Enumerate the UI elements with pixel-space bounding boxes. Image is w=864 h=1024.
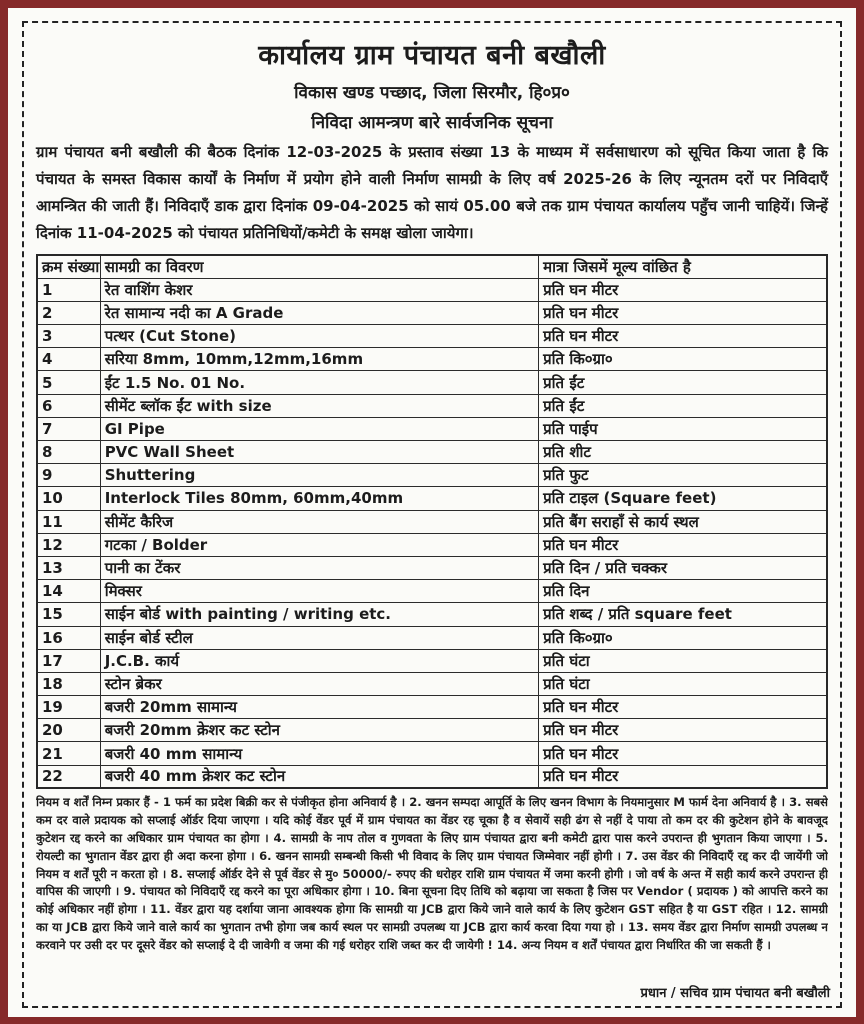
- table-row: [37, 649, 827, 672]
- serial-cell: 14: [37, 580, 100, 603]
- page-title: कार्यालय ग्राम पंचायत बनी बखौली: [258, 40, 606, 71]
- notice-heading: निविदा आमन्त्रण बारे सार्वजनिक सूचना: [311, 113, 553, 133]
- description-cell: सरिया 8mm, 10mm,12mm,16mm: [100, 348, 538, 371]
- serial-cell: 8: [37, 441, 100, 464]
- table-row: [37, 533, 827, 556]
- description-cell: गटका / Bolder: [100, 533, 538, 556]
- unit-cell: प्रति बैंग सराहाँ से कार्य स्थल: [539, 510, 827, 533]
- unit-cell: प्रति ईंट: [539, 371, 827, 394]
- table-row: [37, 348, 827, 371]
- header-cell-serial: क्रम संख्या: [37, 255, 100, 278]
- table-row: [37, 464, 827, 487]
- document-border: [22, 21, 842, 1008]
- serial-cell: 19: [37, 696, 100, 719]
- serial-cell: 4: [37, 348, 100, 371]
- table-row: [37, 510, 827, 533]
- description-cell: J.C.B. कार्य: [100, 649, 538, 672]
- description-cell: मिक्सर: [100, 580, 538, 603]
- table-row: [37, 371, 827, 394]
- table-row: [37, 719, 827, 742]
- description-cell: ईंट 1.5 No. 01 No.: [100, 371, 538, 394]
- table-row: [37, 441, 827, 464]
- serial-cell: 3: [37, 325, 100, 348]
- description-cell: Shuttering: [100, 464, 538, 487]
- serial-cell: 6: [37, 394, 100, 417]
- serial-cell: 15: [37, 603, 100, 626]
- serial-cell: 11: [37, 510, 100, 533]
- unit-cell: प्रति टाइल (Square feet): [539, 487, 827, 510]
- header-cell-unit: मात्रा जिसमें मूल्य वांछित है: [539, 255, 827, 278]
- description-cell: GI Pipe: [100, 417, 538, 440]
- table-row: [37, 765, 827, 788]
- table-row: [37, 325, 827, 348]
- description-cell: बजरी 40 mm क्रेशर कट स्टोन: [100, 765, 538, 788]
- unit-cell: प्रति ईंट: [539, 394, 827, 417]
- unit-cell: प्रति घन मीटर: [539, 742, 827, 765]
- unit-cell: प्रति दिन / प्रति चक्कर: [539, 556, 827, 579]
- materials-table-body: [37, 278, 827, 788]
- serial-cell: 10: [37, 487, 100, 510]
- description-cell: सीमेंट ब्लॉक ईंट with size: [100, 394, 538, 417]
- unit-cell: प्रति घन मीटर: [539, 765, 827, 788]
- description-cell: सीमेंट कैरिज: [100, 510, 538, 533]
- description-cell: रेत सामान्य नदी का A Grade: [100, 301, 538, 324]
- table-row: [37, 626, 827, 649]
- intro-paragraph: ग्राम पंचायत बनी बखौली की बैठक दिनांक 12-03-2025 के प्रस्ताव संख्या 13 के माध्यम में सर्वसाधारण को सूचित किया जाता है कि पंचायत के समस्त विकास कार्यों के निर्माण में प्रयोग होने वाली निर्माण सामग्री के लिए वर्ष 2025-26 के लिए न्यूनतम दरों पर निविदाएँ आमन्त्रित की जाती हैं। निविदाएँ डाक द्वारा दिनांक 09-04-2025 को सायं 05.00 बजे तक ग्राम पंचायत कार्यालय पहुँच जानी चाहियें। जिन्हें दिनांक 11-04-2025 को पंचायत प्रतिनिधियों/कमेटी के समक्ष खोला जायेगा।: [36, 143, 828, 242]
- serial-cell: 17: [37, 649, 100, 672]
- unit-cell: प्रति दिन: [539, 580, 827, 603]
- unit-cell: प्रति घन मीटर: [539, 719, 827, 742]
- serial-cell: 22: [37, 765, 100, 788]
- signature-line: प्रधान / सचिव ग्राम पंचायत बनी बखौली: [626, 983, 830, 1001]
- subtitle: विकास खण्ड पच्छाद, जिला सिरमौर, हि०प्र०: [294, 83, 570, 103]
- description-cell: रेत वाशिंग केशर: [100, 278, 538, 301]
- serial-cell: 12: [37, 533, 100, 556]
- serial-cell: 13: [37, 556, 100, 579]
- serial-cell: 2: [37, 301, 100, 324]
- unit-cell: प्रति कि०ग्रा०: [539, 348, 827, 371]
- table-row: [37, 417, 827, 440]
- unit-cell: प्रति घन मीटर: [539, 278, 827, 301]
- serial-cell: 1: [37, 278, 100, 301]
- unit-cell: प्रति घन मीटर: [539, 325, 827, 348]
- serial-cell: 21: [37, 742, 100, 765]
- serial-cell: 5: [37, 371, 100, 394]
- unit-cell: प्रति शीट: [539, 441, 827, 464]
- materials-table: [36, 254, 828, 789]
- description-cell: साईन बोर्ड स्टील: [100, 626, 538, 649]
- description-cell: साईन बोर्ड with painting / writing etc.: [100, 603, 538, 626]
- description-cell: PVC Wall Sheet: [100, 441, 538, 464]
- table-row: [37, 487, 827, 510]
- unit-cell: प्रति घंटा: [539, 672, 827, 695]
- table-row: [37, 556, 827, 579]
- unit-cell: प्रति घन मीटर: [539, 301, 827, 324]
- serial-cell: 7: [37, 417, 100, 440]
- serial-cell: 18: [37, 672, 100, 695]
- description-cell: बजरी 40 mm सामान्य: [100, 742, 538, 765]
- unit-cell: प्रति कि०ग्रा०: [539, 626, 827, 649]
- table-row: [37, 301, 827, 324]
- table-row: [37, 742, 827, 765]
- description-cell: Interlock Tiles 80mm, 60mm,40mm: [100, 487, 538, 510]
- serial-cell: 16: [37, 626, 100, 649]
- unit-cell: प्रति शब्द / प्रति square feet: [539, 603, 827, 626]
- description-cell: स्टोन ब्रेकर: [100, 672, 538, 695]
- description-cell: पानी का टेंकर: [100, 556, 538, 579]
- description-cell: बजरी 20mm सामान्य: [100, 696, 538, 719]
- table-row: [37, 696, 827, 719]
- serial-cell: 9: [37, 464, 100, 487]
- unit-cell: प्रति फुट: [539, 464, 827, 487]
- unit-cell: प्रति घंटा: [539, 649, 827, 672]
- document-page: [8, 8, 856, 1017]
- unit-cell: प्रति घन मीटर: [539, 533, 827, 556]
- table-row: [37, 603, 827, 626]
- unit-cell: प्रति घन मीटर: [539, 696, 827, 719]
- serial-cell: 20: [37, 719, 100, 742]
- table-row: [37, 278, 827, 301]
- table-header-row: [37, 255, 827, 278]
- description-cell: पत्थर (Cut Stone): [100, 325, 538, 348]
- description-cell: बजरी 20mm क्रेशर कट स्टोन: [100, 719, 538, 742]
- header-cell-description: सामग्री का विवरण: [100, 255, 538, 278]
- table-row: [37, 672, 827, 695]
- unit-cell: प्रति पाईप: [539, 417, 827, 440]
- terms-text: नियम व शर्तें निम्न प्रकार हैं - 1 फर्म का प्रदेश बिक्री कर से पंजीकृत होना अनिवार्य है । 2. खनन सम्पदा आपूर्ति के लिए खनन विभाग के नियमानुसार M फार्म देना अनिवार्य है । 3. सबसे कम दर वाले प्रदायक को सप्लाई ऑर्डर दिया जाएगा । यदि कोई वेंडर पूर्व में ग्राम पंचायत का वेंडर रह चूका है व सेवायें सही ढंग से नहीं दे पाया तो कम दर की कुटेशन होने के बावजूद कुटेशन रद्द करने का अधिकार ग्राम पंचायत का होगा । 4. सामग्री के नाप तोल व गुणवता के लिए ग्राम पंचायत द्वारा बनी कमेटी द्वारा पास करने उपरान्त ही भुगतान किया जाएगा । 5. रोयल्टी का भुगतान वेंडर द्वारा ही अदा करना होगा । 6. खनन सामग्री सम्बन्धी किसी भी विवाद के लिए ग्राम पंचायत जिम्मेवार नहीं होगी । 7. उस वेंडर की निविदाएँ रद्द कर दी जायेंगी जो नियम व शर्तें पूरी न करता हो । 8. सप्लाई ऑर्डर देने से पूर्व वेंडर से मु० 50000/- रुपए की धरोहर राशि ग्राम पंचायत में जमा करनी होगी । जो वर्ष के अन्त में सही कार्य करने उपरान्त ही वापिस की जाएगी । 9. पंचायत को निविदाएँ रद्द करने का पूरा अधिकार होगा । 10. बिना सूचना दिए तिथि को बढ़ाया जा सकता है जिस पर Vendor ( प्रदायक ) को आपत्ति करने का कोई अधिकार नहीं होगा । 11. वेंडर द्वारा यह दर्शाया जाना आवश्यक होगा कि सामग्री या JCB द्वारा किये जाने वाले कार्य के लिए कुटेशन GST सहित है या GST रहित । 12. सामग्री का या JCB द्वारा किये जाने वाले कार्य का भुगतान तभी होगा जब कार्य स्थल पर सामग्री उपलब्ध या JCB द्वारा कार्य करवा दिया गया हो । 13. समय वेंडर द्वारा निर्माण सामग्री उपलब्ध न करवाने पर उसी दर पर दूसरे वेंडर को सप्लाई दे दी जावेगी व जमा की गई धरोहर राशि जब्त कर दी जायेगी ! 14. अन्य नियम व शर्तें पंचायत द्वारा निर्धारित की जा सकती हैं ।: [36, 795, 828, 952]
- table-row: [37, 580, 827, 603]
- table-row: [37, 394, 827, 417]
